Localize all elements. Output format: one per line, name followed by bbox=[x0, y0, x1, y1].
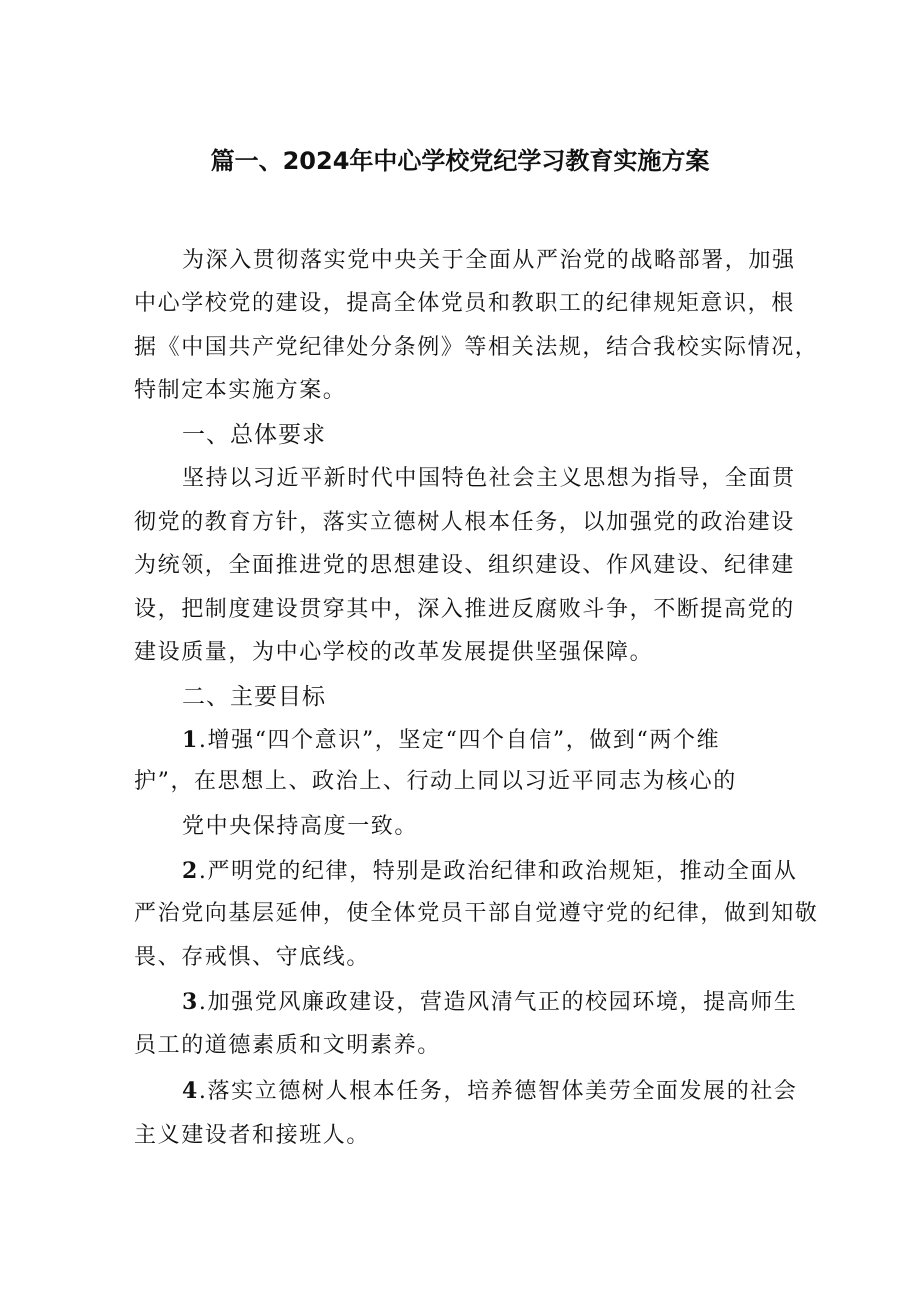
section-heading: 二、主要目标 bbox=[182, 684, 326, 710]
intro-line: 特制定本实施方案。 bbox=[134, 378, 347, 403]
list-item-line bbox=[182, 986, 798, 1019]
list-item-line: 畏、存戒惧、守底线。 bbox=[134, 945, 371, 970]
section-heading: 一、总体要求 bbox=[182, 422, 326, 448]
list-item-text: .增强“四个意识”，坚定“四个自信”，做到“两个维 bbox=[198, 728, 721, 753]
list-item-number: 3 bbox=[182, 989, 199, 1015]
list-item-line: 主义建设者和接班人。 bbox=[134, 1123, 371, 1148]
list-item-line: 员工的道德素质和文明素养。 bbox=[134, 1033, 441, 1058]
list-item-text: .加强党风廉政建设，营造风清气正的校园环境，提高师生 bbox=[198, 990, 798, 1015]
paragraph-line: 建设质量，为中心学校的改革发展提供坚强保障。 bbox=[134, 640, 654, 665]
list-item-line: 党中央保持高度一致。 bbox=[182, 814, 419, 839]
list-item-line bbox=[182, 724, 720, 757]
list-item-text: .落实立德树人根本任务，培养德智体美劳全面发展的社会 bbox=[198, 1079, 798, 1104]
list-item-number: 2 bbox=[182, 858, 199, 884]
paragraph-line: 设，把制度建设贯穿其中，深入推进反腐败斗争，不断提高党的 bbox=[134, 597, 795, 622]
intro-line: 据《中国共产党纪律处分条例》等相关法规，结合我校实际情况， bbox=[134, 335, 819, 360]
document-title: 篇一、2024年中心学校党纪学习教育实施方案 bbox=[210, 147, 710, 175]
list-item-line bbox=[182, 1075, 798, 1108]
intro-line: 中心学校党的建设，提高全体党员和教职工的纪律规矩意识，根 bbox=[134, 291, 795, 316]
list-item-text: .严明党的纪律，特别是政治纪律和政治规矩，推动全面从 bbox=[198, 859, 798, 884]
list-item-line: 严治党向基层延伸，使全体党员干部自觉遵守党的纪律，做到知敬 bbox=[134, 901, 819, 926]
paragraph-line: 为统领，全面推进党的思想建设、组织建设、作风建设、纪律建 bbox=[134, 553, 795, 578]
paragraph-line: 坚持以习近平新时代中国特色社会主义思想为指导，全面贯 bbox=[182, 466, 796, 491]
list-item-line bbox=[182, 855, 798, 888]
paragraph-line: 彻党的教育方针，落实立德树人根本任务，以加强党的政治建设 bbox=[134, 510, 795, 535]
intro-line: 为深入贯彻落实党中央关于全面从严治党的战略部署，加强 bbox=[182, 248, 796, 273]
list-item-line: 护”，在思想上、政治上、行动上同以习近平同志为核心的 bbox=[134, 769, 737, 794]
list-item-number: 4 bbox=[182, 1078, 199, 1104]
list-item-number: 1 bbox=[182, 727, 199, 753]
